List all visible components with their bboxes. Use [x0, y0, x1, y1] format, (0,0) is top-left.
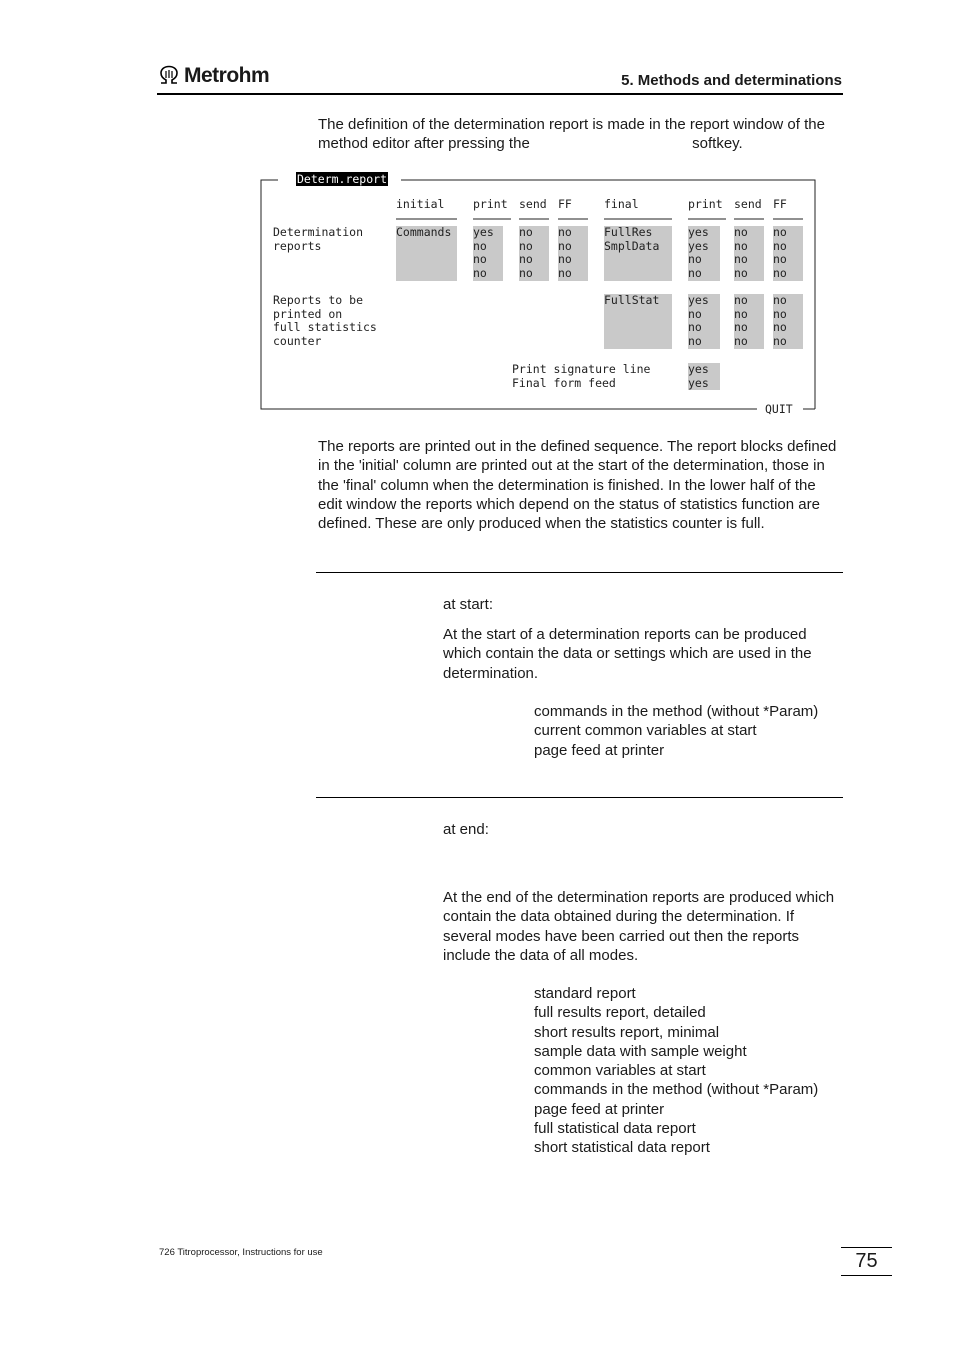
- list-item: short results report, minimal: [534, 1023, 720, 1041]
- brand-logo: [158, 64, 269, 91]
- final-print-field[interactable]: yes yes no no: [688, 226, 720, 281]
- final-send-field[interactable]: no no no no: [734, 226, 764, 281]
- start-item-list: [534, 702, 844, 760]
- final-report-field[interactable]: FullRes SmplData: [604, 226, 672, 281]
- signature-values-field[interactable]: yes yes: [688, 363, 720, 390]
- list-item: page feed at printer: [534, 741, 665, 759]
- initial-ff-field[interactable]: no no no no: [558, 226, 588, 281]
- col-header-ff-final: FF: [773, 197, 787, 211]
- col-header-send-initial: send: [519, 197, 547, 211]
- signature-labels: Print signature line Final form feed: [512, 362, 651, 390]
- col-header-send-final: send: [734, 197, 762, 211]
- report-edit-window: [260, 172, 816, 416]
- quit-softkey[interactable]: QUIT: [765, 402, 793, 416]
- end-description: At the end of the determination reports are produced which contain the data obtained during the determination. If several modes have been carried out then the reports include the data of all modes.: [443, 889, 835, 964]
- initial-send-field[interactable]: no no no no: [519, 226, 549, 281]
- intro-text-2: softkey.: [692, 135, 743, 153]
- list-item: common variables at start: [534, 1062, 706, 1080]
- col-header-initial: initial: [396, 197, 445, 211]
- initial-print-field[interactable]: yes no no no: [473, 226, 503, 281]
- section-divider-start: [316, 572, 843, 573]
- brand-name: Metrohm: [184, 64, 270, 87]
- list-item: full results report, detailed: [534, 1004, 706, 1022]
- list-item: commands in the method (without *Param): [534, 1081, 819, 1099]
- col-header-print-initial: print: [473, 197, 508, 211]
- section-title: 5. Methods and determinations: [621, 72, 842, 89]
- footer-text: 726 Titroprocessor, Instructions for use: [159, 1247, 323, 1258]
- sequence-paragraph: The reports are printed out in the defined sequence. The report blocks defined in the 'initial' column are printed out at the start of the determination, those in the 'final' column when the determination is finished. In the lower half of the edit window the reports which depend on the status of statistics function are defined. These are only produced when the statistics counter is full.: [318, 438, 837, 533]
- end-item-list: [534, 984, 844, 1158]
- section-divider-end: [316, 797, 843, 798]
- list-item: short statistical data report: [534, 1139, 710, 1157]
- col-header-ff-initial: FF: [558, 197, 572, 211]
- col-header-final: final: [604, 197, 639, 211]
- intro-paragraph: [318, 115, 848, 154]
- stat-send-field[interactable]: no no no no: [734, 294, 764, 349]
- list-item: current common variables at start: [534, 722, 757, 740]
- list-item: full statistical data report: [534, 1120, 696, 1138]
- statistics-reports-label: Reports to be printed on full statistics counter: [273, 293, 377, 349]
- stat-report-field[interactable]: FullStat: [604, 294, 672, 349]
- determination-reports-label: Determination reports: [273, 225, 364, 253]
- list-item: sample data with sample weight: [534, 1042, 747, 1060]
- end-label: at end:: [443, 821, 489, 838]
- start-description: At the start of a determination reports can be produced which contain the data or settings which are used in the determination.: [443, 626, 812, 682]
- stat-print-field[interactable]: yes no no no: [688, 294, 720, 349]
- start-label: at start:: [443, 596, 494, 613]
- page-number-underline: [841, 1275, 892, 1276]
- omega-logo-icon: [158, 65, 180, 91]
- stat-ff-field[interactable]: no no no no: [773, 294, 803, 349]
- list-item: standard report: [534, 985, 636, 1002]
- intro-text-1: The definition of the determination report is made in the report window of the method editor after pressing the: [318, 116, 825, 153]
- final-ff-field[interactable]: no no no no: [773, 226, 803, 281]
- header-rule: [157, 93, 843, 95]
- list-item: page feed at printer: [534, 1100, 665, 1118]
- list-item: commands in the method (without *Param): [534, 703, 819, 720]
- tab-determ-report[interactable]: Determ.report: [297, 172, 388, 186]
- page-number: 75: [855, 1250, 878, 1272]
- col-header-print-final: print: [688, 197, 723, 211]
- initial-report-field[interactable]: Commands: [396, 226, 457, 281]
- page-number-rule: [841, 1247, 892, 1248]
